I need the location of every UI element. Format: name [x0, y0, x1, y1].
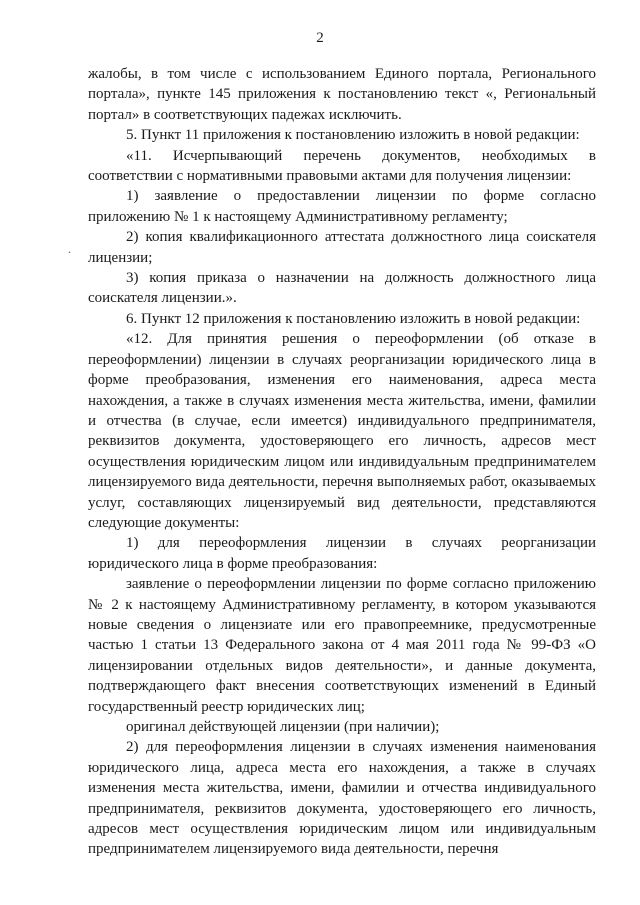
paragraph-9: 1) для переоформления лицензии в случаях реорганизации юридического лица в форме преобразования: [88, 535, 596, 572]
paragraph-5: 2) копия квалификационного аттестата должностного лица соискателя лицензии; [88, 229, 596, 266]
paragraph-6: 3) копия приказа о назначении на должность должностного лица соискателя лицензии.». [88, 270, 596, 307]
paragraph-7: 6. Пункт 12 приложения к постановлению изложить в новой редакции: [126, 310, 581, 327]
paragraph-12: 2) для переоформления лицензии в случаях изменения наименования юридического лица, адреса места его нахождения, а также в случаях изменения места жительства, имени, фамилии и отчества индивидуального предпринимателя, реквизитов документа, удостоверяющего его личность, адресов мест осуществления юридическим лицом или индивидуальным предпринимателем лицензируемого вида деятельности, перечня [88, 739, 596, 858]
paragraph-1: жалобы, в том числе с использованием Единого портала, Регионального портала», пункте 145 приложения к постановлению текст «, Региональный портал» в соответствующих падежах исключить. [88, 66, 596, 123]
margin-mark: . [68, 242, 71, 256]
page-number: 2 [316, 30, 324, 46]
paragraph-10: заявление о переоформлении лицензии по форме согласно приложению № 2 к настоящему Административному регламенту, в котором указываются новые сведения о лицензиате или его правопреемнике, предусмотренные частью 1 статьи 13 Федерального закона от 4 мая 2011 года № 99-ФЗ «О лицензировании отдельных видов деятельности», и данные документа, подтверждающего факт внесения соответствующих изменений в Единый государственный реестр юридических лиц; [88, 576, 596, 715]
paragraph-8: «12. Для принятия решения о переоформлении (об отказе в переоформлении) лицензии в случаях реорганизации юридического лица в форме преобразования, изменения его наименования, адреса места нахождения, а также в случаях изменения места жительства, имени, фамилии и отчества (в случае, если имеется) индивидуального предпринимателя, реквизитов документа, удостоверяющего его личность, адресов мест осуществления юридическим лицом или индивидуальным предпринимателем лицензируемого вида деятельности, перечня выполняемых работ, оказываемых услуг, составляющих лицензируемый вид деятельности, представляются следующие документы: [88, 331, 596, 531]
paragraph-3: «11. Исчерпывающий перечень документов, необходимых в соответствии с нормативными правовыми актами для получения лицензии: [88, 147, 596, 185]
paragraph-2: 5. Пункт 11 приложения к постановлению изложить в новой редакции: [126, 127, 580, 144]
paragraph-11: оригинал действующей лицензии (при наличии); [126, 719, 440, 735]
paragraph-4: 1) заявление о предоставлении лицензии по форме согласно приложению № 1 к настоящему Административному регламенту; [88, 188, 596, 225]
document-body [88, 64, 596, 860]
